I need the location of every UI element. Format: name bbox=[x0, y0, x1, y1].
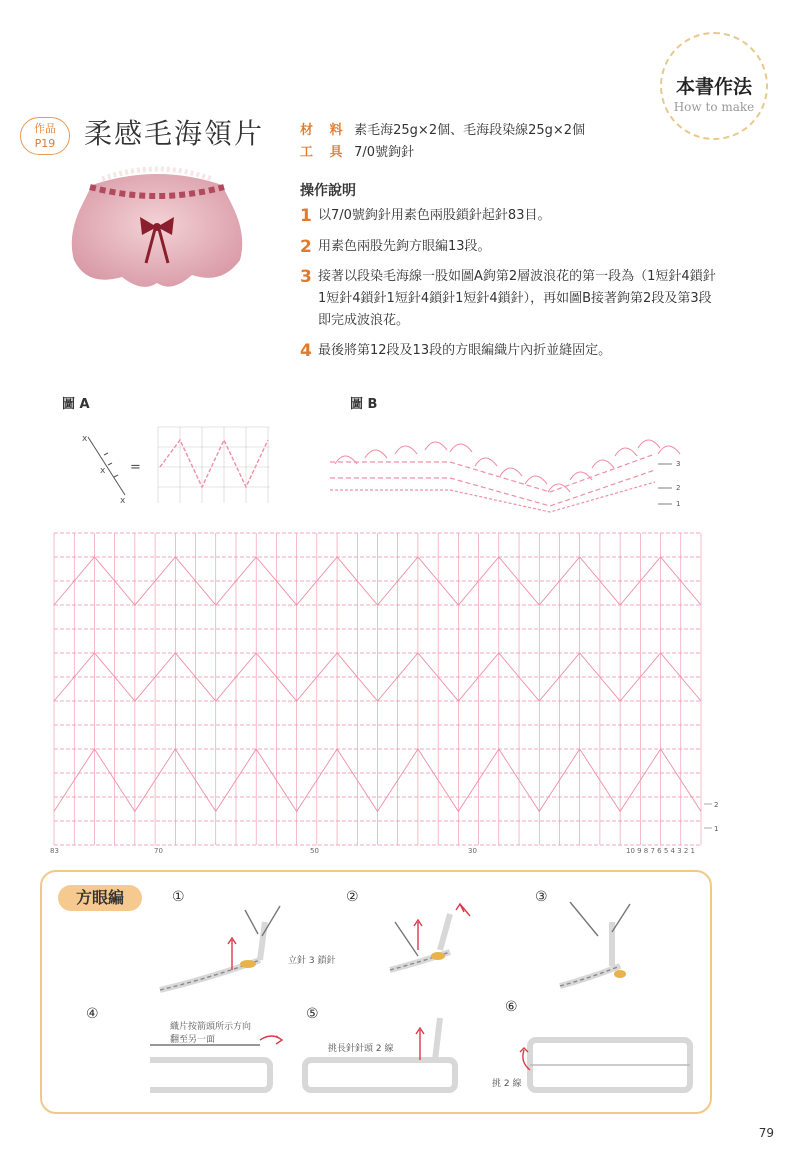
step-number: 3 bbox=[300, 267, 312, 287]
wave-arch bbox=[592, 460, 614, 468]
step-number: 1 bbox=[300, 206, 312, 226]
work-tag bbox=[20, 117, 70, 155]
wave-arch bbox=[570, 472, 592, 480]
figure-a-diagram bbox=[80, 425, 275, 510]
collar-photo bbox=[62, 165, 252, 295]
wave-arch bbox=[500, 468, 522, 476]
wave-arch bbox=[475, 458, 497, 466]
note-step4-line2: 翻至另一面 bbox=[170, 1035, 216, 1045]
step-text: 以7/0號鉤針用素色兩股鎖針起針83目。 bbox=[318, 208, 551, 223]
row-label-3: 3 bbox=[676, 460, 681, 468]
wave-arch bbox=[335, 456, 357, 464]
page-number: 79 bbox=[758, 1126, 774, 1140]
filet-chart bbox=[46, 527, 736, 857]
how-to-make-badge bbox=[660, 32, 768, 140]
step-text: 最後將第12段及13段的方眼編織片內折並縫固定。 bbox=[318, 343, 612, 358]
axis-70: 70 bbox=[154, 847, 163, 855]
materials-label: 材 料 bbox=[300, 123, 349, 138]
tutorial-step-6: ⑥ bbox=[505, 999, 518, 1015]
note-step4-line1: 織片按箭頭所示方向 bbox=[170, 1022, 252, 1032]
step-number: 4 bbox=[300, 341, 312, 361]
tools-value: 7/0號鉤針 bbox=[354, 145, 415, 160]
step-1 bbox=[300, 205, 720, 227]
instructions-heading: 操作說明 bbox=[300, 183, 356, 199]
svg-text:x: x bbox=[100, 466, 106, 476]
wave-arch bbox=[395, 446, 417, 454]
wave-arch bbox=[425, 442, 447, 450]
wave-arch bbox=[525, 476, 547, 484]
badge-subtitle: How to make bbox=[673, 100, 755, 114]
tutorial-step-2: ② bbox=[346, 889, 359, 905]
row-label-2: 2 bbox=[676, 484, 681, 492]
page-title: 柔感毛海領片 bbox=[84, 117, 265, 150]
step-4 bbox=[300, 340, 720, 362]
note-step1: 立針 3 鎖針 bbox=[288, 956, 336, 966]
tutorial-step-1: ① bbox=[172, 889, 185, 905]
wave-arch bbox=[548, 484, 570, 492]
tutorial-step-3: ③ bbox=[535, 889, 548, 905]
badge-title: 本書作法 bbox=[675, 76, 752, 98]
tutorial-step-4: ④ bbox=[86, 1006, 99, 1022]
tutorial-title: 方眼編 bbox=[58, 885, 142, 911]
step-text: 用素色兩股先鉤方眼編13段。 bbox=[318, 239, 491, 254]
axis-left: 83 bbox=[50, 847, 59, 855]
materials-row bbox=[300, 119, 585, 138]
figure-b-diagram bbox=[320, 420, 690, 518]
axis-30: 30 bbox=[468, 847, 477, 855]
wave-arch bbox=[365, 450, 387, 458]
chart-row-label-2: 2 bbox=[714, 801, 719, 809]
chart-row-label-1: 1 bbox=[714, 825, 719, 833]
wave-arch bbox=[615, 448, 637, 456]
row-label-1: 1 bbox=[676, 500, 681, 508]
axis-right: 10 9 8 7 6 5 4 3 2 1 bbox=[626, 847, 696, 855]
step-3 bbox=[300, 266, 720, 332]
tutorial-step-5: ⑤ bbox=[306, 1006, 319, 1022]
materials-value: 素毛海25g×2個、毛海段染線25g×2個 bbox=[354, 123, 586, 138]
work-tag-page: P19 bbox=[34, 137, 56, 150]
work-tag-label: 作品 bbox=[34, 122, 56, 135]
note-step6: 挑 2 線 bbox=[492, 1079, 522, 1089]
step-2 bbox=[300, 236, 720, 258]
equal-sign: = bbox=[130, 460, 141, 475]
figure-b-label: 圖 B bbox=[350, 397, 378, 412]
tools-label: 工 具 bbox=[300, 145, 349, 160]
wave-arch bbox=[450, 444, 472, 452]
step-text: 接著以段染毛海線一股如圖A鉤第2層波浪花的第一段為（1短針4鎖針1短針4鎖針1短針4鎖針1短針4鎖針），再如圖B接著鉤第2段及第3段即完成波浪花。 bbox=[318, 269, 716, 328]
note-step5: 挑長針針頭 2 線 bbox=[328, 1044, 394, 1054]
tutorial-illustrations bbox=[150, 900, 710, 1110]
wave-arch bbox=[658, 446, 680, 454]
svg-text:x: x bbox=[120, 496, 126, 506]
step-number: 2 bbox=[300, 237, 312, 257]
wave-arch bbox=[638, 440, 660, 448]
axis-50: 50 bbox=[310, 847, 319, 855]
figure-a-label: 圖 A bbox=[62, 397, 90, 412]
svg-text:x: x bbox=[82, 434, 88, 444]
tools-row bbox=[300, 141, 414, 160]
